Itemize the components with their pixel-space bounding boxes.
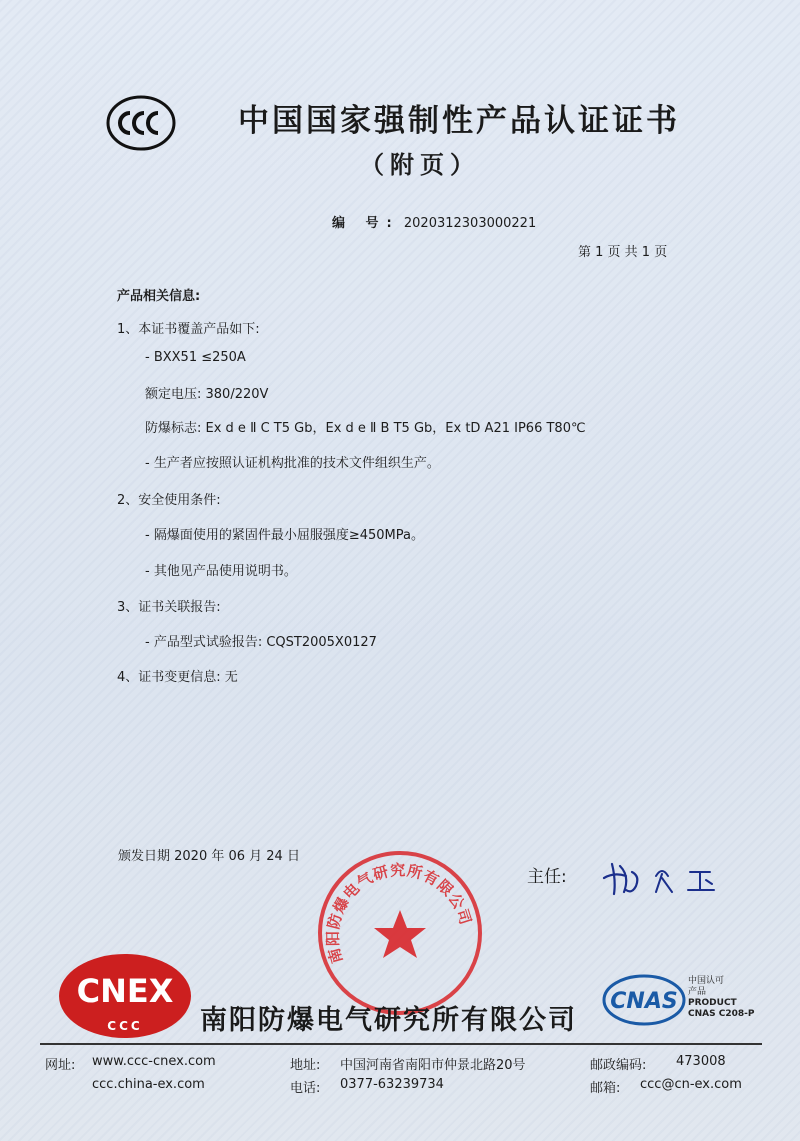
footer-divider [40,1043,762,1045]
ccc-logo-icon [106,95,176,151]
item3-line1: - 产品型式试验报告: CQST2005X0127 [145,635,377,650]
cnas-line3: PRODUCT [688,998,737,1008]
item1-voltage: 额定电压: 380/220V [145,387,269,402]
phone-label: 电话: [290,1081,321,1096]
postcode-value: 473008 [676,1054,726,1069]
item1-model: - BXX51 ≤250A [145,350,246,365]
cnas-line1: 中国认可 [688,976,725,986]
official-seal-icon [315,848,485,1018]
address-value: 中国河南省南阳市仲景北路20号 [340,1058,526,1073]
cnas-logo-icon [600,970,690,1030]
director-label: 主任: [527,867,567,887]
cnas-line4: CNAS C208-P [688,1009,755,1019]
certificate-number-label: 编 号: [332,216,400,231]
cnex-logo-text: CNEX [76,972,174,1010]
certificate-number: 2020312303000221 [403,216,537,231]
website-link-1[interactable]: www.ccc-cnex.com [92,1054,216,1069]
cnas-logo-text: CNAS [610,989,678,1014]
section-title: 产品相关信息: [117,289,201,304]
seal-text: 南阳防爆电气研究所有限公司 [323,861,475,966]
item4-heading: 4、证书变更信息: 无 [117,670,238,685]
certificate-number-line [332,212,536,231]
website-label: 网址: [45,1058,76,1073]
email-label: 邮箱: [590,1081,621,1096]
cnex-logo-icon [50,946,200,1046]
cnex-logo-sub: CCC [107,1019,143,1033]
website-link-2[interactable]: ccc.china-ex.com [92,1077,205,1092]
item2-line2: - 其他见产品使用说明书。 [145,564,297,579]
certificate-subtitle: （附页） [360,151,480,179]
phone-value: 0377-63239734 [340,1077,444,1092]
email-link[interactable]: ccc@cn-ex.com [640,1077,742,1092]
item2-line1: - 隔爆面使用的紧固件最小屈服强度≥450MPa。 [145,528,424,543]
cnas-line2: 产品 [688,987,707,997]
signature-icon [598,852,728,902]
issue-date: 颁发日期 2020 年 06 月 24 日 [118,849,300,864]
certificate-title: 中国国家强制性产品认证证书 [238,103,680,139]
item1-marking: 防爆标志: Ex d e Ⅱ C T5 Gb，Ex d e Ⅱ B T5 Gb，Ex tD A21 IP66 T80℃ [145,421,586,436]
cnas-accreditation-text [688,976,754,1020]
company-name: 南阳防爆电气研究所有限公司 [200,1005,577,1036]
item1-note: - 生产者应按照认证机构批准的技术文件组织生产。 [145,456,440,471]
item1-heading: 1、本证书覆盖产品如下: [117,322,260,337]
item2-heading: 2、安全使用条件: [117,493,221,508]
page-info: 第 1 页 共 1 页 [578,245,668,260]
item3-heading: 3、证书关联报告: [117,600,221,615]
address-label: 地址: [290,1058,321,1073]
postcode-label: 邮政编码: [590,1058,647,1073]
